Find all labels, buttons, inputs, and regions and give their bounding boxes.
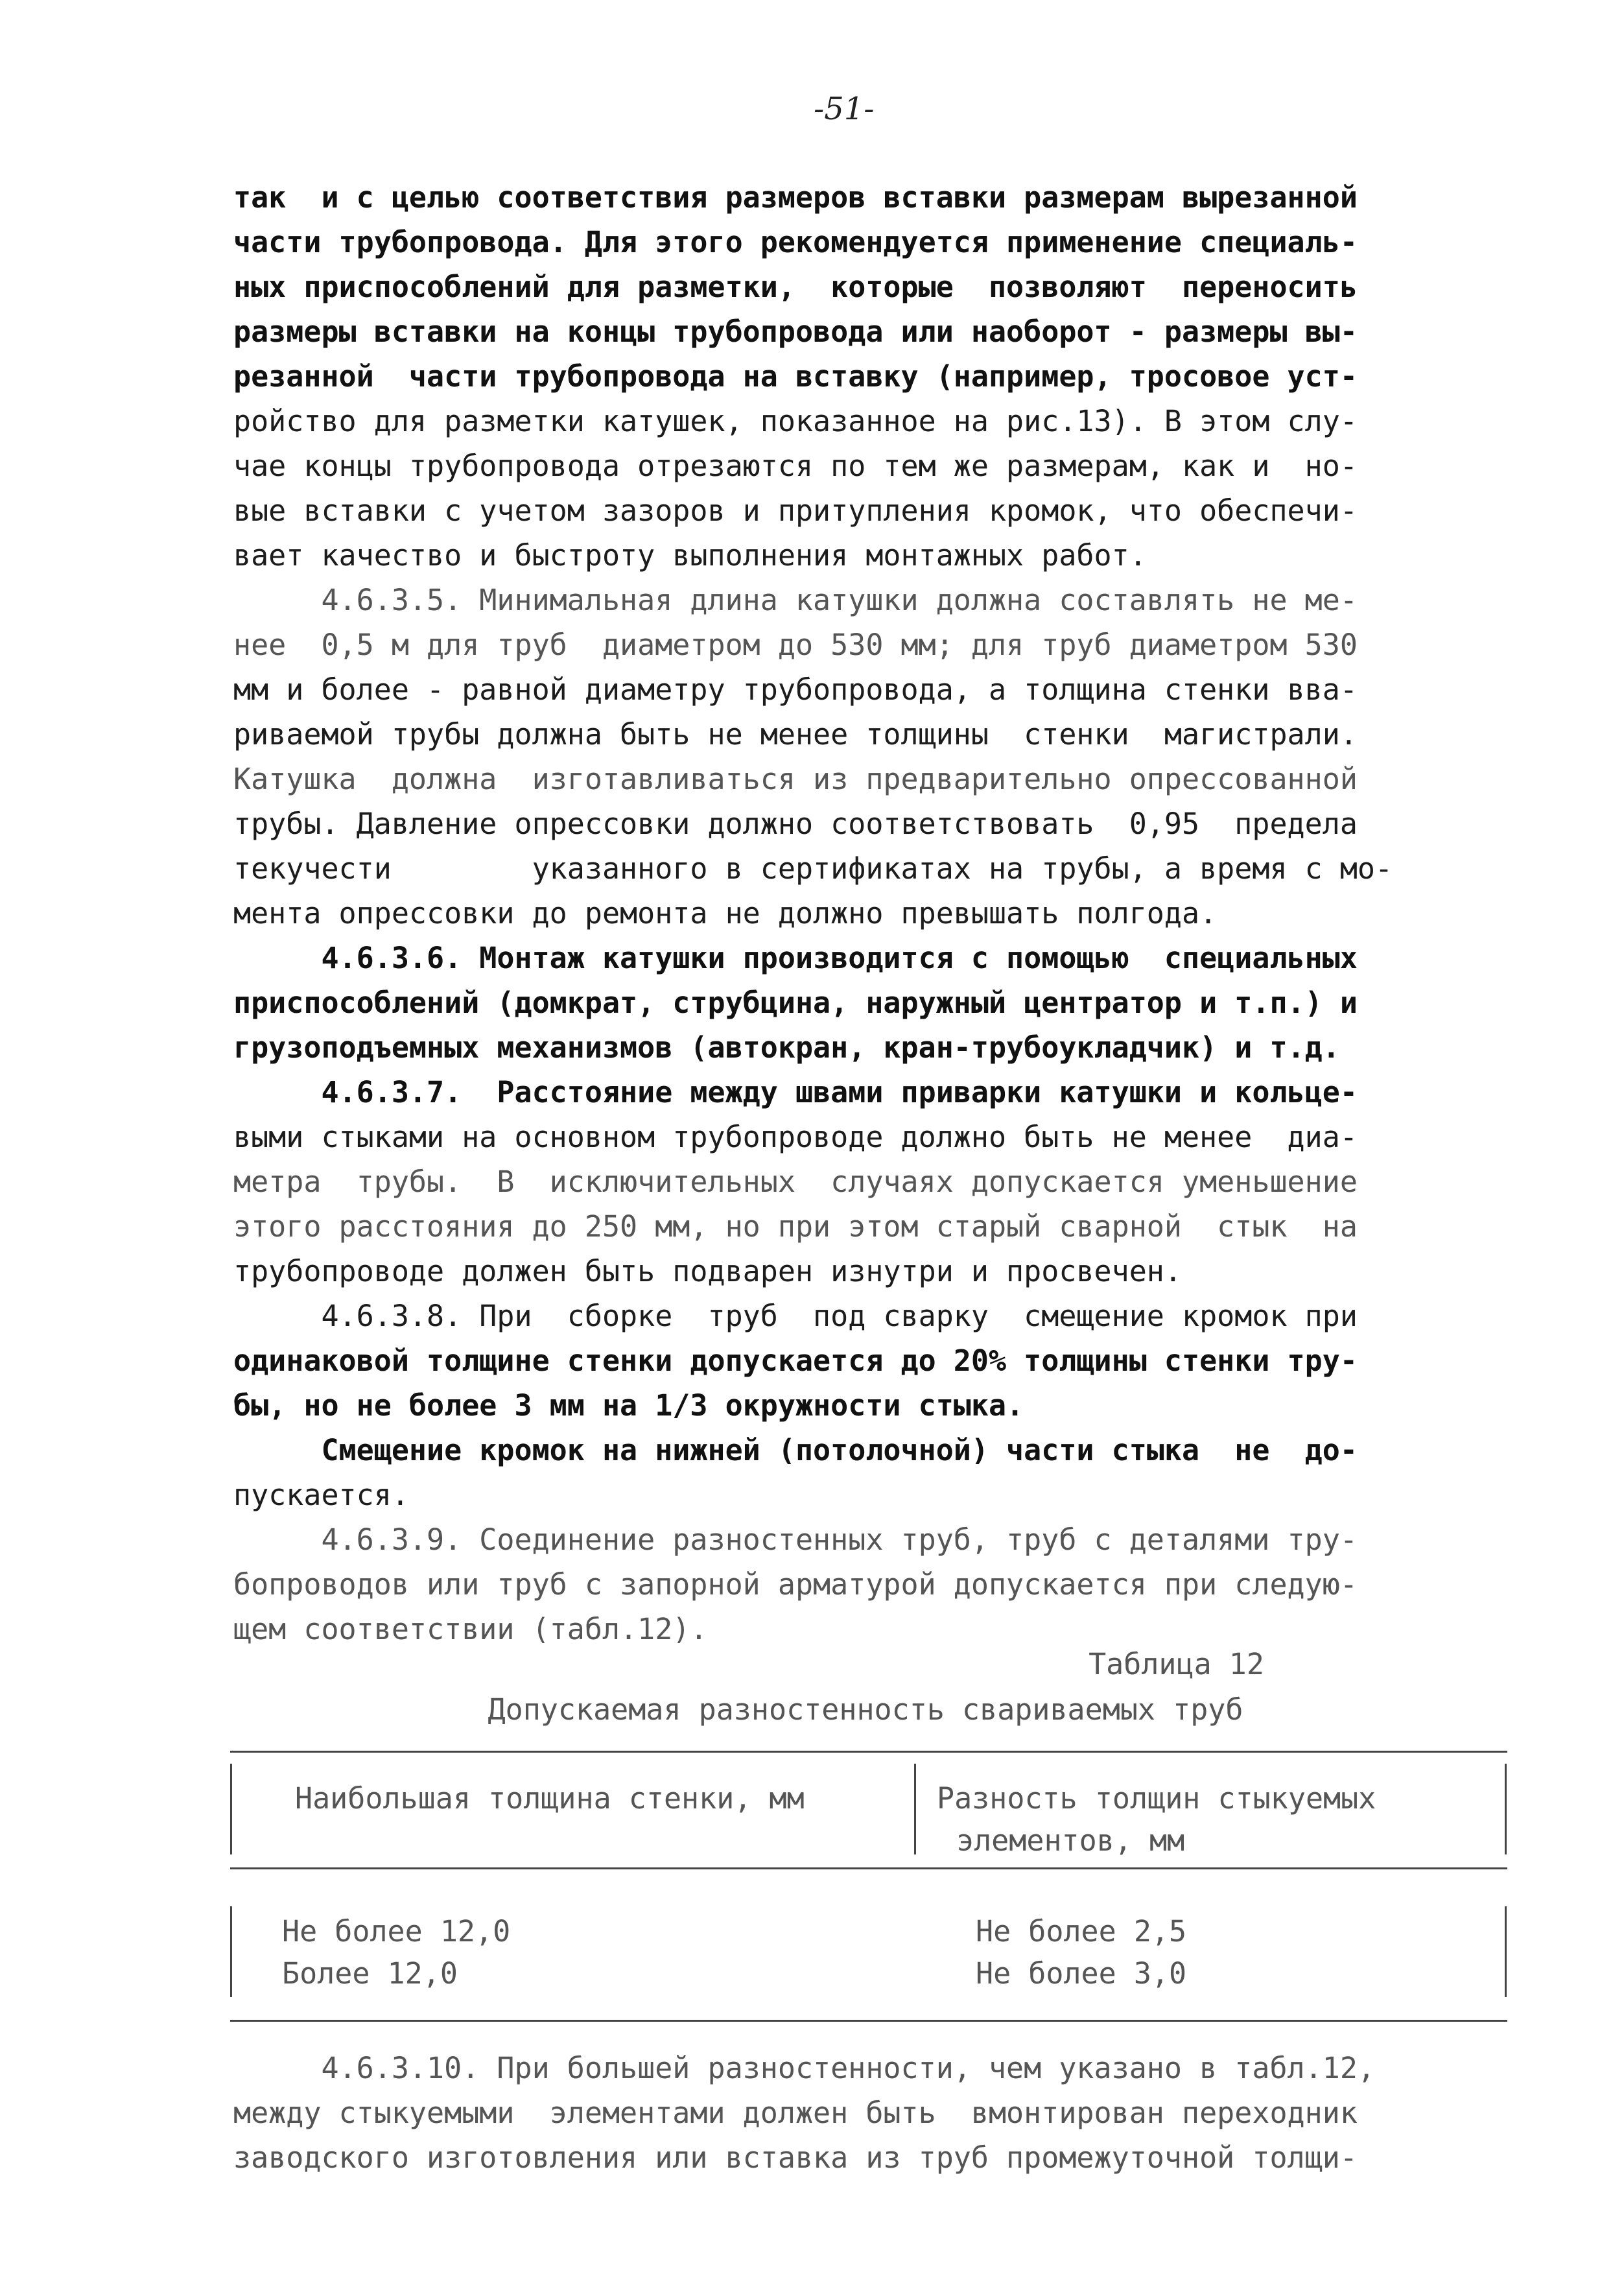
text-line: так и с целью соответствия размеров вставки размерам вырезанной (233, 180, 1358, 215)
text-line: между стыкуемыми элементами должен быть вмонтирован переходник (233, 2096, 1358, 2130)
text-line: одинаковой толщине стенки допускается до 20% толщины стенки тру- (233, 1344, 1358, 1378)
text-line: размеры вставки на концы трубопровода или наоборот - размеры вы- (233, 314, 1358, 349)
text-line: Смещение кромок на нижней (потолочной) части стыка не до- (233, 1433, 1358, 1467)
bottom-text (233, 2046, 1498, 2180)
text-line: Катушка должна изготавливаться из предварительно опрессованной (233, 762, 1358, 796)
table-header-rule (230, 1867, 1507, 1869)
text-line: 4.6.3.6. Монтаж катушки производится с помощью специальных (233, 941, 1358, 975)
table-cell-difference: Не более 3,0 (976, 1956, 1187, 1991)
text-line: трубопроводе должен быть подварен изнутри и просвечен. (233, 1254, 1182, 1288)
table-right-border (1505, 1764, 1507, 1854)
text-line: метра трубы. В исключительных случаях допускается уменьшение (233, 1165, 1358, 1199)
text-line: мм и более - равной диаметру трубопровода, а толщина стенки вва- (233, 672, 1358, 707)
text-line: 4.6.3.10. При большей разностенности, чем указано в табл.12, (233, 2051, 1375, 2085)
table-column-divider (914, 1764, 916, 1854)
text-line: 4.6.3.7. Расстояние между швами приварки катушки и кольце- (233, 1075, 1358, 1109)
text-line: щем соответствии (табл.12). (233, 1612, 708, 1646)
text-line: этого расстояния до 250 мм, но при этом старый сварной стык на (233, 1209, 1358, 1244)
text-line: трубы. Давление опрессовки должно соответствовать 0,95 предела (233, 807, 1358, 841)
text-line: части трубопровода. Для этого рекомендуется применение специаль- (233, 225, 1358, 259)
text-line: 4.6.3.8. При сборке труб под сварку смещение кромок при (233, 1299, 1358, 1333)
text-line: вые вставки с учетом зазоров и притупления кромок, что обеспечи- (233, 493, 1358, 528)
table-header-difference: Разность толщин стыкуемых (937, 1781, 1376, 1816)
text-line: бы, но не более 3 мм на 1/3 окружности стыка. (233, 1388, 1024, 1423)
page-number: -51- (814, 91, 875, 127)
table-bottom-rule (230, 2020, 1507, 2022)
text-line: 4.6.3.9. Соединение разностенных труб, труб с деталями тру- (233, 1522, 1358, 1557)
text-line: ройство для разметки катушек, показанное на рис.13). В этом слу- (233, 404, 1358, 438)
text-line: резанной части трубопровода на вставку (например, тросовое уст- (233, 359, 1358, 394)
text-line: бопроводов или труб с запорной арматурой допускается при следую- (233, 1567, 1358, 1602)
text-line: заводского изготовления или вставка из труб промежуточной толщи- (233, 2140, 1358, 2175)
table-right-border (1505, 1906, 1507, 1997)
text-line: чае концы трубопровода отрезаются по тем же размерам, как и но- (233, 449, 1358, 483)
text-line: вает качество и быстроту выполнения монтажных работ. (233, 538, 1147, 573)
table-number: Таблица 12 (1089, 1647, 1264, 1681)
table-cell-thickness: Не более 12,0 (282, 1914, 511, 1948)
table-top-rule (230, 1751, 1507, 1753)
table-left-border (230, 1906, 232, 1997)
text-line: пускается. (233, 1478, 409, 1512)
table-cell-thickness: Более 12,0 (282, 1956, 458, 1991)
text-line: выми стыками на основном трубопроводе должно быть не менее диа- (233, 1120, 1358, 1154)
table-title: Допускаемая разностенность свариваемых труб (488, 1692, 1243, 1727)
wall-thickness-table (230, 1751, 1507, 2023)
table-cell-difference: Не более 2,5 (976, 1914, 1187, 1948)
table-header-difference-unit: элементов, мм (956, 1823, 1185, 1858)
body-text (233, 175, 1498, 1652)
table-left-border (230, 1764, 232, 1854)
table-header-thickness: Наибольшая толщина стенки, мм (295, 1781, 805, 1816)
text-line: грузоподъемных механизмов (автокран, кран-трубоукладчик) и т.д. (233, 1030, 1340, 1065)
text-line: приспособлений (домкрат, струбцина, наружный центратор и т.п.) и (233, 986, 1358, 1020)
text-line: ных приспособлений для разметки, которые позволяют переносить (233, 270, 1358, 304)
text-line: текучести указанного в сертификатах на трубы, а время с мо- (233, 851, 1393, 886)
text-line: 4.6.3.5. Минимальная длина катушки должна составлять не ме- (233, 583, 1358, 617)
text-line: мента опрессовки до ремонта не должно превышать полгода. (233, 896, 1218, 930)
text-line: нее 0,5 м для труб диаметром до 530 мм; для труб диаметром 530 (233, 628, 1358, 662)
text-line: риваемой трубы должна быть не менее толщины стенки магистрали. (233, 717, 1358, 752)
